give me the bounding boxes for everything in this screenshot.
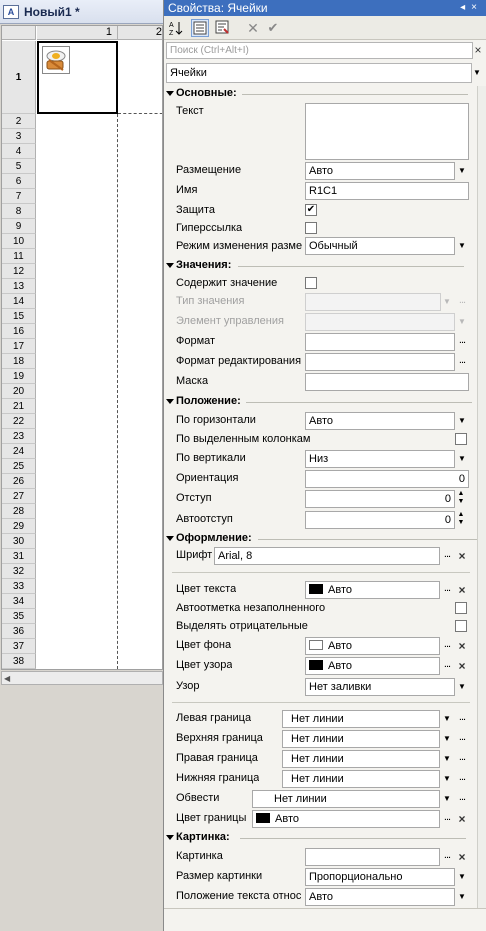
prop-label-size-mode: Режим изменения разме	[176, 240, 303, 252]
pattern-select[interactable]: Нет заливки	[305, 678, 455, 696]
row-header[interactable]: 36	[2, 624, 36, 639]
prop-label-left-border: Левая граница	[176, 712, 252, 724]
chevron-down-icon[interactable]: ▼	[458, 317, 466, 326]
property-list	[164, 86, 477, 906]
highlight-negative-checkbox[interactable]	[455, 620, 467, 632]
clear-x-icon[interactable]: ×	[458, 659, 466, 673]
prop-label-v-align: По вертикали	[176, 452, 246, 464]
prop-label-top-border: Верхняя граница	[176, 732, 263, 744]
collapse-triangle-icon[interactable]	[166, 835, 174, 840]
value-type-select[interactable]	[305, 293, 441, 311]
prop-label-h-align: По горизонтали	[176, 414, 256, 426]
prop-label-edit-format: Формат редактирования	[176, 355, 302, 367]
row-header[interactable]: 21	[2, 399, 36, 414]
color-swatch	[309, 640, 323, 650]
section-design[interactable]	[164, 531, 477, 547]
sort-az-icon[interactable]	[167, 19, 185, 37]
row-header[interactable]: 8	[2, 204, 36, 219]
spin-updown-icon[interactable]: ▲ ▼	[457, 490, 465, 505]
panel-close-icon[interactable]: ×	[471, 2, 483, 13]
prop-label-auto-mark: Автоотметка незаполненного	[176, 602, 326, 614]
collapse-triangle-icon[interactable]	[166, 399, 174, 404]
row-header[interactable]: 37	[2, 639, 36, 654]
ellipsis-icon[interactable]: ...	[458, 711, 466, 723]
bg-color-value: Авто	[328, 640, 352, 652]
filter-properties-icon[interactable]	[213, 19, 231, 37]
row-header[interactable]: 12	[2, 264, 36, 279]
row-header[interactable]: 20	[2, 384, 36, 399]
format-field[interactable]	[305, 333, 455, 351]
prop-label-right-border: Правая граница	[176, 752, 258, 764]
apply-check-icon[interactable]: ✔	[267, 20, 279, 35]
prop-label-picture-size: Размер картинки	[176, 870, 263, 882]
chevron-down-icon[interactable]: ▼	[443, 754, 451, 763]
prop-label-border-color: Цвет границы	[176, 812, 247, 824]
grid-corner[interactable]	[2, 26, 36, 40]
section-position[interactable]	[164, 394, 477, 410]
ellipsis-icon[interactable]: ...	[458, 791, 466, 803]
chevron-down-icon[interactable]: ▼	[458, 166, 466, 175]
spreadsheet-doc-icon: A	[3, 5, 19, 19]
row-header[interactable]: 30	[2, 534, 36, 549]
control-select[interactable]	[305, 313, 455, 331]
prop-label-mask: Маска	[176, 375, 209, 387]
chevron-down-icon[interactable]: ▼	[458, 682, 466, 691]
row-header[interactable]: 17	[2, 339, 36, 354]
clear-x-icon[interactable]: ×	[458, 812, 466, 826]
hyperlink-checkbox[interactable]	[305, 222, 317, 234]
by-columns-checkbox[interactable]	[455, 433, 467, 445]
section-basic[interactable]	[164, 86, 477, 102]
prop-label-name: Имя	[176, 184, 198, 196]
row-header[interactable]: 33	[2, 579, 36, 594]
chevron-down-icon[interactable]: ▼	[443, 794, 451, 803]
prop-label-font: Шрифт	[176, 549, 213, 561]
collapse-triangle-icon[interactable]	[166, 263, 174, 268]
row-header[interactable]: 28	[2, 504, 36, 519]
indent-field[interactable]: 0	[305, 490, 455, 508]
row-header[interactable]: 5	[2, 159, 36, 174]
property-search-input[interactable]: Поиск (Ctrl+Alt+I)	[166, 42, 473, 59]
prop-label-by-columns: По выделенным колонкам	[176, 433, 311, 445]
pattern-color-value: Авто	[328, 660, 352, 672]
border-color-value: Авто	[275, 813, 299, 825]
document-title: Новый1 *	[24, 5, 80, 19]
section-title: Основные:	[176, 87, 237, 99]
column-header[interactable]: 2	[118, 26, 163, 40]
chevron-down-icon[interactable]: ▼	[473, 68, 481, 77]
pattern-color-field[interactable]	[305, 657, 440, 675]
chevron-down-icon[interactable]: ▼	[458, 241, 466, 250]
ellipsis-icon[interactable]: ...	[458, 731, 466, 743]
search-clear-icon[interactable]: ×	[474, 43, 482, 57]
chevron-down-icon[interactable]: ▼	[443, 297, 451, 306]
categorized-view-icon[interactable]	[191, 19, 209, 37]
prop-label-format: Формат	[176, 335, 216, 347]
prop-label-protection: Защита	[176, 204, 215, 216]
top-border-select[interactable]: Нет линии	[282, 730, 440, 748]
h-align-select[interactable]: Авто	[305, 412, 455, 430]
properties-panel	[163, 0, 486, 931]
picture-size-select[interactable]: Пропорционально	[305, 868, 455, 886]
selected-cell[interactable]	[37, 41, 118, 114]
prop-label-pattern-color: Цвет узора	[176, 659, 233, 671]
bg-color-field[interactable]	[305, 637, 440, 655]
clear-x-icon[interactable]: ×	[458, 850, 466, 864]
picture-field[interactable]	[305, 848, 440, 866]
column-header[interactable]: 1	[37, 26, 118, 40]
panel-menu-icon[interactable]: ◂	[460, 2, 472, 13]
prop-label-contains-value: Содержит значение	[176, 277, 278, 289]
row-header[interactable]: 10	[2, 234, 36, 249]
vertical-scrollbar[interactable]	[477, 86, 486, 908]
prop-label-control: Элемент управления	[176, 315, 284, 327]
ellipsis-icon[interactable]: ...	[443, 548, 451, 560]
row-header[interactable]: 25	[2, 459, 36, 474]
row-header[interactable]: 31	[2, 549, 36, 564]
ellipsis-icon[interactable]: ...	[458, 294, 466, 306]
outline-select[interactable]: Нет линии	[252, 790, 440, 808]
row-header[interactable]: 22	[2, 414, 36, 429]
prop-label-bg-color: Цвет фона	[176, 639, 232, 651]
chevron-down-icon[interactable]: ▼	[458, 892, 466, 901]
text-position-select[interactable]: Авто	[305, 888, 455, 906]
row-header[interactable]: 35	[2, 609, 36, 624]
section-picture[interactable]	[164, 830, 477, 846]
panel-description-area	[164, 908, 486, 931]
panel-title-bar	[164, 0, 486, 16]
section-title: Картинка:	[176, 831, 230, 843]
clear-x-icon[interactable]: ×	[458, 583, 466, 597]
collapse-triangle-icon[interactable]	[166, 536, 174, 541]
scroll-left-arrow-icon[interactable]: ◀	[4, 674, 11, 683]
prop-label-text-color: Цвет текста	[176, 583, 237, 595]
prop-label-placement: Размещение	[176, 164, 242, 176]
orientation-field[interactable]: 0	[305, 470, 469, 488]
ellipsis-icon[interactable]: ...	[458, 751, 466, 763]
prop-label-text: Текст	[176, 105, 204, 117]
row-header[interactable]: 16	[2, 324, 36, 339]
row-header[interactable]: 9	[2, 219, 36, 234]
row-header[interactable]: 26	[2, 474, 36, 489]
left-border-select[interactable]: Нет линии	[282, 710, 440, 728]
row-header[interactable]: 2	[2, 114, 36, 129]
text-field[interactable]	[305, 103, 469, 160]
prop-label-value-type: Тип значения	[176, 295, 245, 307]
ellipsis-icon[interactable]: ...	[458, 771, 466, 783]
row-header[interactable]: 4	[2, 144, 36, 159]
row-header[interactable]: 27	[2, 489, 36, 504]
row-header[interactable]: 7	[2, 189, 36, 204]
row-header[interactable]: 32	[2, 564, 36, 579]
prop-label-outline: Обвести	[176, 792, 220, 804]
color-swatch	[309, 660, 323, 670]
section-title: Положение:	[176, 395, 241, 407]
section-values[interactable]	[164, 258, 477, 274]
spreadsheet-grid[interactable]	[1, 25, 163, 670]
row-header[interactable]: 34	[2, 594, 36, 609]
row-header[interactable]: 11	[2, 249, 36, 264]
prop-label-auto-indent: Автоотступ	[176, 513, 233, 525]
panel-title: Свойства: Ячейки	[168, 1, 268, 15]
chevron-down-icon[interactable]: ▼	[458, 454, 466, 463]
row-header[interactable]: 19	[2, 369, 36, 384]
text-color-value: Авто	[328, 584, 352, 596]
v-align-select[interactable]: Низ	[305, 450, 455, 468]
spreadsheet-window	[0, 0, 163, 931]
row-header[interactable]: 13	[2, 279, 36, 294]
spin-updown-icon[interactable]: ▲ ▼	[457, 511, 465, 526]
page-break-horizontal	[118, 113, 163, 114]
ellipsis-icon[interactable]: ...	[443, 811, 451, 823]
svg-text:Z: Z	[169, 30, 174, 37]
contains-value-checkbox[interactable]	[305, 277, 317, 289]
document-tab[interactable]	[0, 0, 163, 24]
prop-label-orientation: Ориентация	[176, 472, 239, 484]
chevron-down-icon[interactable]: ▼	[443, 774, 451, 783]
ellipsis-icon[interactable]: ...	[458, 354, 466, 366]
section-title: Оформление:	[176, 532, 252, 544]
prop-label-indent: Отступ	[176, 492, 212, 504]
bottom-border-select[interactable]: Нет линии	[282, 770, 440, 788]
placement-select[interactable]: Авто	[305, 162, 455, 180]
svg-text:A: A	[169, 22, 174, 29]
edit-format-field[interactable]	[305, 353, 455, 371]
mask-field[interactable]	[305, 373, 469, 391]
delete-icon[interactable]: ✕	[247, 20, 259, 36]
panel-toolbar	[164, 16, 486, 40]
size-mode-select[interactable]: Обычный	[305, 237, 455, 255]
row-header[interactable]: 6	[2, 174, 36, 189]
horizontal-scrollbar[interactable]	[1, 671, 163, 685]
ellipsis-icon[interactable]: ...	[458, 334, 466, 346]
food-picture-icon	[42, 46, 70, 74]
chevron-down-icon[interactable]: ▼	[443, 714, 451, 723]
prop-label-text-position: Положение текста относ	[176, 890, 302, 902]
prop-label-highlight-negative: Выделять отрицательные	[176, 620, 308, 632]
row-header[interactable]: 15	[2, 309, 36, 324]
chevron-down-icon[interactable]: ▼	[443, 734, 451, 743]
ellipsis-icon[interactable]: ...	[443, 849, 451, 861]
row-header[interactable]: 29	[2, 519, 36, 534]
row-header[interactable]: 18	[2, 354, 36, 369]
ellipsis-icon[interactable]: ...	[443, 582, 451, 594]
row-header[interactable]: 38	[2, 654, 36, 669]
row-header[interactable]: 3	[2, 129, 36, 144]
row-header[interactable]: 14	[2, 294, 36, 309]
ellipsis-icon[interactable]: ...	[443, 638, 451, 650]
prop-label-pattern: Узор	[176, 680, 200, 692]
clear-x-icon[interactable]: ×	[458, 639, 466, 653]
right-border-select[interactable]: Нет линии	[282, 750, 440, 768]
page-break-vertical	[117, 114, 118, 670]
prop-label-hyperlink: Гиперссылка	[176, 222, 243, 234]
section-title: Значения:	[176, 259, 232, 271]
color-swatch	[256, 813, 270, 823]
object-selector[interactable]: Ячейки	[166, 63, 472, 83]
chevron-down-icon[interactable]: ▼	[458, 416, 466, 425]
border-color-field[interactable]	[252, 810, 440, 828]
protection-checkbox[interactable]: ✔	[306, 204, 316, 215]
clear-x-icon[interactable]: ×	[458, 549, 466, 563]
prop-label-bottom-border: Нижняя граница	[176, 772, 260, 784]
name-field[interactable]: R1C1	[305, 182, 469, 200]
color-swatch	[309, 584, 323, 594]
chevron-down-icon[interactable]: ▼	[458, 872, 466, 881]
row-header[interactable]: 23	[2, 429, 36, 444]
ellipsis-icon[interactable]: ...	[443, 658, 451, 670]
auto-mark-checkbox[interactable]	[455, 602, 467, 614]
row-header[interactable]: 1	[2, 41, 36, 114]
prop-label-picture: Картинка	[176, 850, 223, 862]
text-color-field[interactable]	[305, 581, 440, 599]
auto-indent-field[interactable]: 0	[305, 511, 455, 529]
font-field[interactable]: Arial, 8	[214, 547, 440, 565]
collapse-triangle-icon[interactable]	[166, 91, 174, 96]
row-header[interactable]: 24	[2, 444, 36, 459]
